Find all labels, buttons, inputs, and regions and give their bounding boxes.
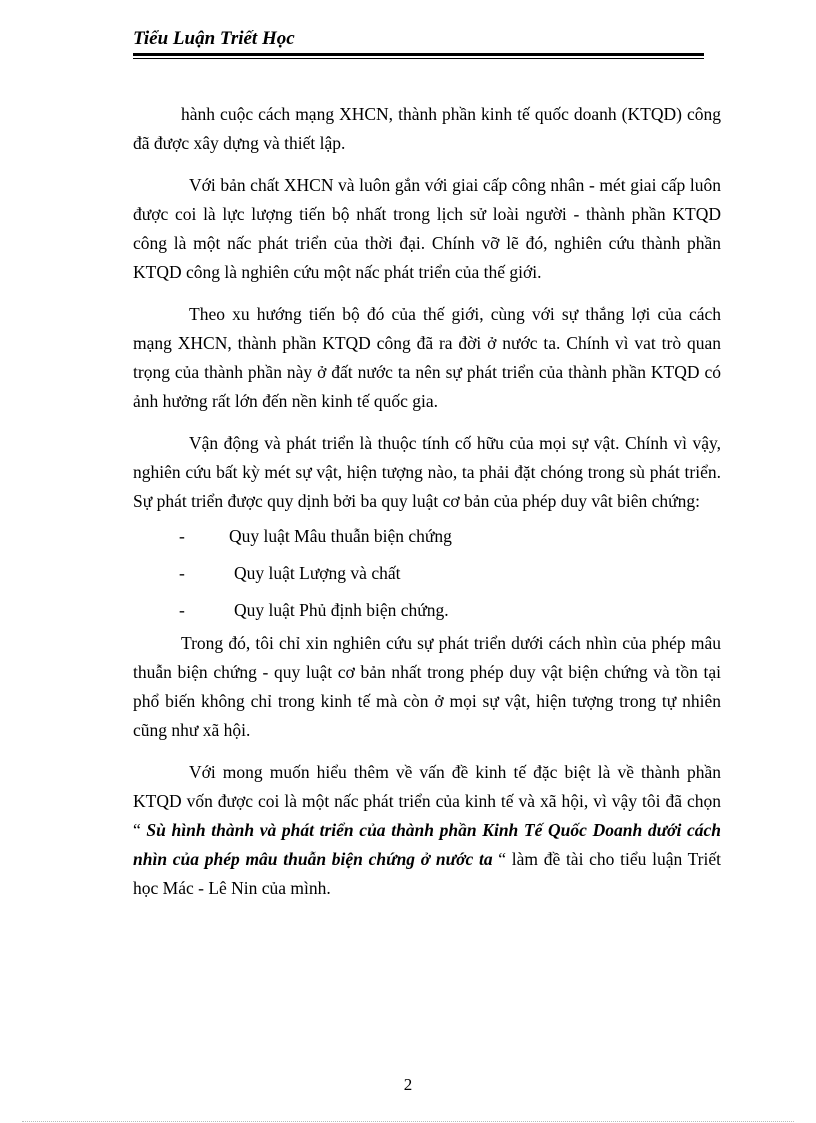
bullet-dash: - <box>179 563 185 583</box>
paragraph-1: hành cuộc cách mạng XHCN, thành phần kinh tế quốc doanh (KTQD) công đã được xây dựng và thiết lập. <box>133 104 721 153</box>
page-number: 2 <box>403 1075 413 1094</box>
bullet-text: Quy luật Phủ định biện chứng. <box>234 600 449 620</box>
bullet-dash: - <box>179 526 185 546</box>
bullet-text: Quy luật Mâu thuẫn biện chứng <box>229 526 452 546</box>
paragraph-6-start: Với mong muốn hiểu thêm về vấn đề kinh tế đặc biệt là về thành phần KTQD vốn được coi là một nấc phát triển của kinh tế và xã hội, vì vậy tôi đã chọn “ <box>133 762 721 840</box>
header-title: Tiểu Luận Triết Học <box>133 28 295 49</box>
paragraph-4: Vận động và phát triển là thuộc tính cố hữu của mọi sự vật. Chính vì vậy, nghiên cứu bất kỳ mét sự vật, hiện tượng nào, ta phải đặt chóng trong sù phát triển. Sự phát triển được quy dịnh bởi ba quy luật cơ bản của phép duy vât biên chứng: <box>133 433 721 511</box>
bullet-item <box>133 522 721 551</box>
bullet-text: Quy luật Lượng và chất <box>234 563 401 583</box>
paragraph-6 <box>133 758 721 903</box>
bullet-item <box>133 559 721 588</box>
bullet-dash: - <box>179 600 185 620</box>
paragraph-3: Theo xu hướng tiến bộ đó của thế giới, cùng với sự thắng lợi của cách mạng XHCN, thành phần KTQD công đã ra đời ở nước ta. Chính vì vat trò quan trọng của thành phần này ở đất nước ta nên sự phát triển của thành phần KTQD có ảnh hưởng rất lớn đến nền kinh tế quốc gia. <box>133 304 721 411</box>
document-body <box>133 100 721 916</box>
thesis-title: Sù hình thành và phát triển của thành phần Kinh Tế Quốc Doanh dưới cách nhìn của phép mâu thuẫn biện chứng ở nước ta <box>133 820 721 869</box>
paragraph-6-end: “ làm đề tài cho tiểu luận Triết học Mác - Lê Nin của mình. <box>133 849 721 898</box>
paragraph-5: Trong đó, tôi chỉ xin nghiên cứu sự phát triển dưới cách nhìn của phép mâu thuẫn biện chứng - quy luật cơ bản nhất trong phép duy vật biện chứng và tồn tại phổ biến không chỉ trong kinh tế mà còn ở mọi sự vật, hiện tượng trong tự nhiên cũng như xã hội. <box>133 633 721 740</box>
paragraph-2: Với bản chất XHCN và luôn gắn với giai cấp công nhân - mét giai cấp luôn được coi là lực lượng tiến bộ nhất trong lịch sử loài người - thành phần KTQD công là một nấc phát triển của thời đại. Chính vỡ lẽ đó, nghiên cứu thành phần KTQD công là nghiên cứu một nấc phát triển của thế giới. <box>133 175 721 282</box>
header-rule <box>133 53 704 56</box>
bullet-item <box>133 596 721 625</box>
header-rule-thin <box>133 58 704 59</box>
page-bottom-border <box>22 1121 794 1122</box>
